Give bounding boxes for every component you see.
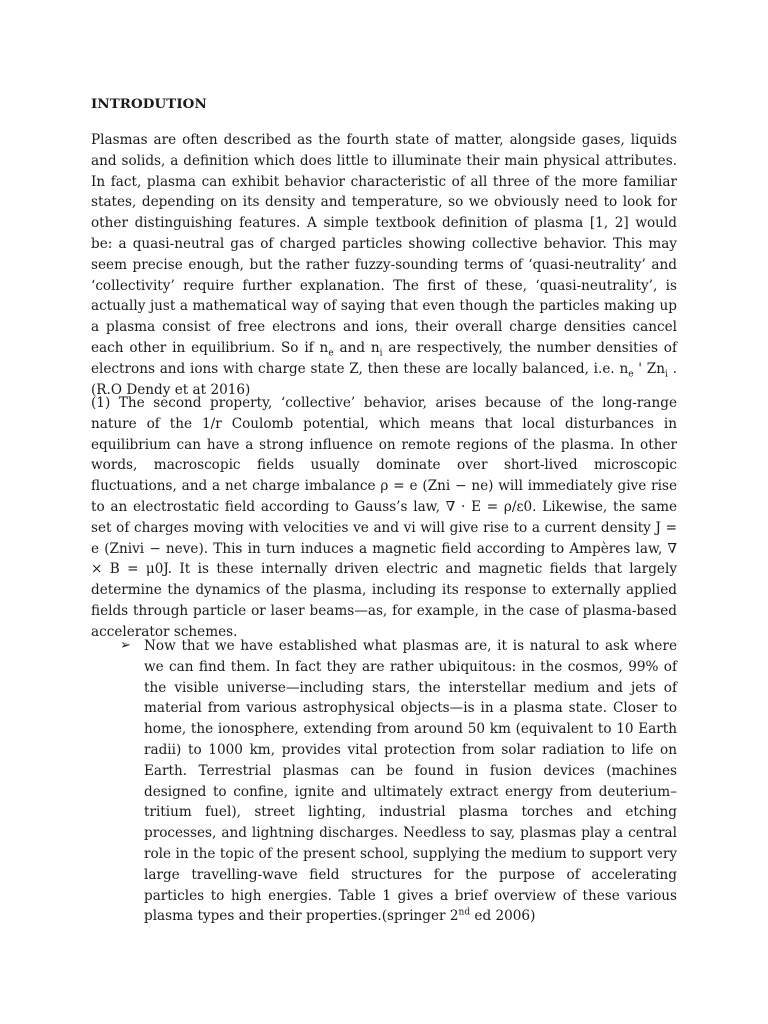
subscript-i: i (379, 348, 383, 359)
paragraph-intro-text-5: . (R.O Dendy et at 2016) (91, 360, 677, 398)
subscript-e: e (328, 348, 334, 359)
paragraph-intro (91, 130, 677, 400)
paragraph-intro-text-2: and n (333, 339, 380, 356)
subscript-i-2: i (665, 369, 668, 380)
bullet-paragraph (144, 636, 677, 927)
bullet-text-main: Now that we have established what plasmas are, it is natural to ask where we can find them. In fact they are rather ubiquitous: in the cosmos, 99% of the visible universe—including stars, the interstellar medium and jets of material from various astrophysical objects—is in a plasma state. Closer to home, the ionosphere, extending from around 50 km (equivalent to 10 Earth radii) to 1000 km, provides vital protection from solar radiation to life on Earth. Terrestrial plasmas can be found in fusion devices (machines designed to confine, ignite and ultimately extract energy from deuterium–tritium fuel), street lighting, industrial plasma torches and etching processes, and lightning discharges. Needless to say, plasmas play a central role in the topic of the present school, supplying the medium to support very large travelling-wave field structures for the purpose of accelerating particles to high energies. Table 1 gives a brief overview of these various plasma types and their properties.(springer 2 (144, 638, 677, 925)
paragraph-intro-text-4: ' Zn (633, 360, 665, 377)
arrow-bullet-icon: ➢ (120, 638, 131, 653)
paragraph-intro-text-3: are respectively, the number densities of electrons and ions with charge state Z, then these are locally balanced, i.e. n (91, 339, 678, 377)
paragraph-intro-text-1: Plasmas are often described as the fourth state of matter, alongside gases, liquids and solids, a definition which does little to illuminate their main physical attributes. In fact, plasma can exhibit behavior characteristic of all three of the more familiar states, depending on its density and temperature, so we obviously need to look for other distinguishing features. A simple textbook definition of plasma [1, 2] would be: a quasi-neutral gas of charged particles showing collective behavior. This may seem precise enough, but the rather fuzzy-sounding terms of ‘quasi-neutrality’ and ‘collectivity’ require further explanation. The first of these, ‘quasi-neutrality’, is actually just a mathematical way of saying that even though the particles making up a plasma consist of free electrons and ions, their overall charge densities cancel each other in equilibrium. So if n (91, 132, 677, 356)
bullet-text-end: ed 2006) (470, 908, 536, 925)
paragraph-collective: (1) The second property, ‘collective’ behavior, arises because of the long-range nature of the 1/r Coulomb potential, which means that local disturbances in equilibrium can have a strong influence on remote regions of the plasma. In other words, macroscopic fields usually dominate over short-lived microscopic fluctuations, and a net charge imbalance ρ = e (Zni − ne) will immediately give rise to an electrostatic field according to Gauss’s law, ∇ · E = ρ/ε0. Likewise, the same set of charges moving with velocities ve and vi will give rise to a current density J = e (Znivi − neve). This in turn induces a magnetic field according to Ampères law, ∇ × B = μ0J. It is these internally driven electric and magnetic fields that largely determine the dynamics of the plasma, including its response to externally applied fields through particle or laser beams—as, for example, in the case of plasma-based accelerator schemes. (91, 395, 677, 640)
section-heading: INTRODUTION (91, 96, 207, 112)
superscript-nd: nd (458, 907, 471, 918)
subscript-e-2: e (628, 369, 634, 380)
